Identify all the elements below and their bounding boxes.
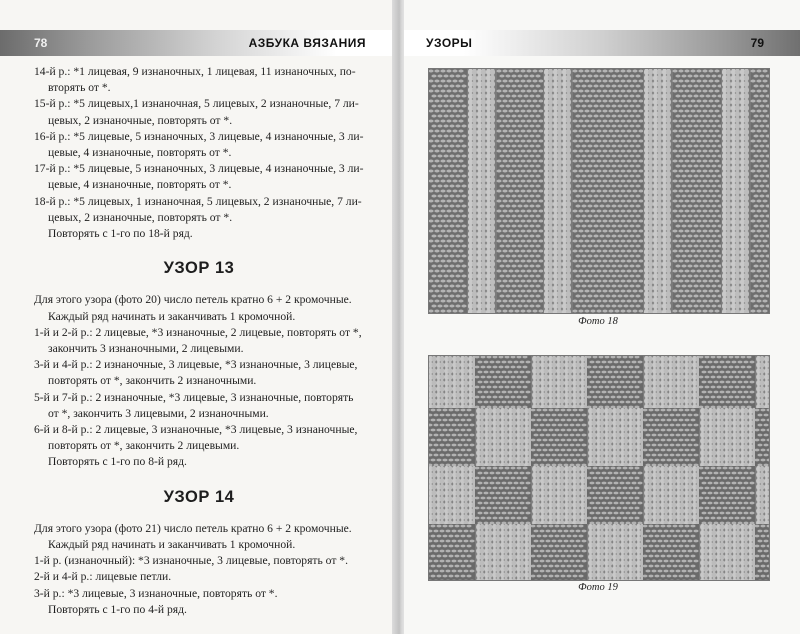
text-line: Для этого узора (фото 21) число петель кратно 6 + 2 кромочные. bbox=[34, 521, 352, 535]
text-line: Повторять с 1-го по 4-й ряд. bbox=[48, 602, 187, 616]
text-line: 2-й и 4-й р.: лицевые петли. bbox=[34, 570, 172, 584]
pattern13-heading: УЗОР 13 bbox=[163, 259, 235, 278]
text-line: закончить 3 изнаночными, 2 лицевыми. bbox=[48, 342, 244, 356]
text-line: Каждый ряд начинать и заканчивать 1 кромочной. bbox=[48, 309, 296, 323]
text-line: 14-й р.: *1 лицевая, 9 изнаночных, 1 лицевая, 11 изнаночных, по- bbox=[34, 65, 356, 78]
page-number: 79 bbox=[750, 36, 764, 50]
text-line: 5-й и 7-й р.: 2 изнаночные, *3 лицевые, 3 изнаночные, повторять bbox=[34, 390, 354, 404]
text-line: вторять от *. bbox=[48, 81, 111, 95]
pattern13-instructions bbox=[34, 292, 364, 470]
text-line: 6-й и 8-й р.: 2 лицевые, 3 изнаночные, *3 лицевые, 3 изнаночные, bbox=[34, 423, 358, 437]
photo-caption: Фото 19 bbox=[578, 582, 618, 593]
left-page bbox=[0, 0, 396, 634]
text-line: 3-й и 4-й р.: 2 изнаночные, 3 лицевые, *3 изнаночные, 3 лицевые, bbox=[34, 358, 358, 372]
text-line: Повторять с 1-го по 18-й ряд. bbox=[48, 227, 193, 241]
text-line: Повторять с 1-го по 8-й ряд. bbox=[48, 455, 187, 469]
knit-photo-ribbed bbox=[428, 68, 770, 314]
text-line: 1-й и 2-й р.: 2 лицевые, *3 изнаночные, 2 лицевые, повторять от *, bbox=[34, 325, 362, 339]
running-title: АЗБУКА ВЯЗАНИЯ bbox=[248, 36, 366, 50]
text-line: 15-й р.: *5 лицевых,1 изнаночная, 5 лицевых, 2 изнаночные, 7 ли- bbox=[34, 97, 359, 111]
pattern12-continuation bbox=[34, 64, 364, 242]
pattern14-heading: УЗОР 14 bbox=[163, 487, 235, 506]
text-line: 17-й р.: *5 лицевые, 5 изнаночных, 3 лицевые, 4 изнаночные, 3 ли- bbox=[34, 162, 364, 176]
text-line: 1-й р. (изнаночный): *3 изнаночные, 3 лицевые, повторять от *. bbox=[34, 554, 348, 568]
running-title: УЗОРЫ bbox=[426, 36, 473, 50]
text-line: Каждый ряд начинать и заканчивать 1 кромочной. bbox=[48, 538, 296, 552]
left-page-text bbox=[34, 64, 364, 618]
text-line: цевых, 2 изнаночные, повторять от *. bbox=[48, 113, 233, 127]
text-line: цевые, 4 изнаночные, повторять от *. bbox=[48, 178, 232, 192]
text-line: цевых, 2 изнаночные, повторять от *. bbox=[48, 210, 233, 224]
text-line: от *, закончить 3 лицевыми, 2 изнаночными. bbox=[48, 406, 269, 420]
text-line: Для этого узора (фото 20) число петель кратно 6 + 2 кромочные. bbox=[34, 293, 352, 307]
text-line: 16-й р.: *5 лицевые, 5 изнаночных, 3 лицевые, 4 изнаночные, 3 ли- bbox=[34, 129, 364, 143]
text-line: цевые, 4 изнаночные, повторять от *. bbox=[48, 146, 232, 160]
photo-caption: Фото 18 bbox=[578, 316, 618, 327]
text-line: 3-й р.: *3 лицевые, 3 изнаночные, повторять от *. bbox=[34, 586, 278, 600]
right-page bbox=[404, 0, 800, 634]
page-number: 78 bbox=[34, 36, 48, 50]
right-page-header bbox=[404, 30, 800, 56]
text-line: повторять от *, закончить 2 изнаночными. bbox=[48, 374, 257, 388]
left-page-header bbox=[0, 30, 396, 56]
text-line: повторять от *, закончить 2 лицевыми. bbox=[48, 439, 240, 453]
knit-photo-basketweave bbox=[428, 355, 770, 581]
text-line: 18-й р.: *5 лицевых, 1 изнаночная, 5 лицевых, 2 изнаночные, 7 ли- bbox=[34, 194, 362, 208]
pattern14-instructions bbox=[34, 521, 364, 618]
